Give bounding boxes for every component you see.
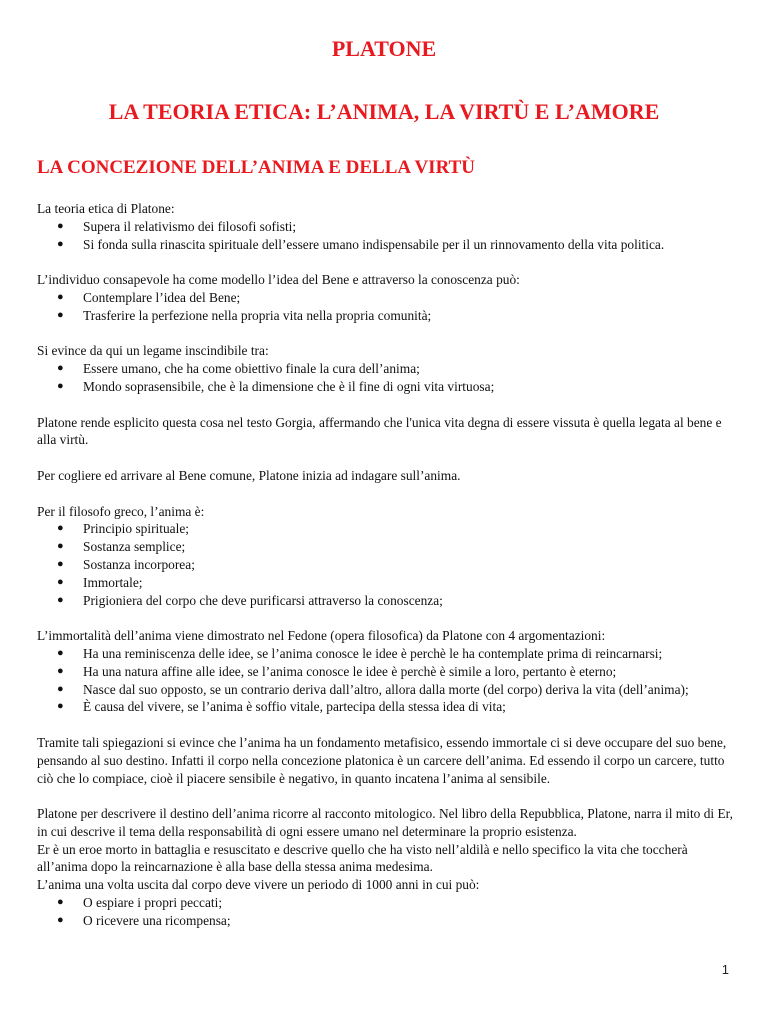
list-item: ● Ha una reminiscenza delle idee, se l’anima conosce le idee è perchè le ha contemplate prima di reincarnarsi; — [57, 645, 663, 661]
paragraph: L’individuo consapevole ha come modello l’idea del Bene e attraverso la conoscenza può: — [37, 272, 520, 288]
bullet-icon: ● — [57, 290, 64, 303]
paragraph: Er è un eroe morto in battaglia e resuscitato e descrive quello che ha visto nell’aldilà e nello specifico la vita che toccherà all’anima dopo la reincarnazione è alla base della stessa anima medesima. — [37, 841, 688, 875]
list-item: ● Immortale; — [57, 574, 143, 590]
paragraph: Si evince da qui un legame inscindibile tra: — [37, 343, 269, 359]
page-subtitle: LA TEORIA ETICA: L’ANIMA, LA VIRTÙ E L’AMORE — [108, 99, 660, 124]
bullet-icon: ● — [57, 379, 64, 392]
bullet-icon: ● — [57, 664, 64, 677]
bullet-icon: ● — [57, 308, 64, 321]
list-item: ● Sostanza incorporea; — [57, 556, 195, 572]
list-item: ● Ha una natura affine alle idee, se l’anima conosce le idee è perchè è simile a loro, pertanto è eterno; — [57, 663, 617, 679]
paragraph: Per il filosofo greco, l’anima è: — [37, 503, 205, 519]
bullet-icon: ● — [57, 646, 64, 659]
bullet-icon: ● — [57, 219, 64, 232]
paragraph: L’immortalità dell’anima viene dimostrato nel Fedone (opera filosofica) da Platone con 4 argomentazioni: — [37, 628, 606, 644]
list-item: ● Sostanza semplice; — [57, 539, 186, 555]
paragraph: L’anima una volta uscita dal corpo deve vivere un periodo di 1000 anni in cui può: — [37, 877, 480, 893]
bullet-list — [37, 289, 737, 325]
paragraph: Tramite tali spiegazioni si evince che l’anima ha un fondamento metafisico, essendo immortale ci si deve occupare del suo bene, pensando al suo destino. Infatti il corpo nella concezione platonica è un carcere dell’anima. Ed essendo il corpo un carcere, tutto ciò che lo compiace, cioè il piacere sensibile è negativo, in quanto incatena l’anima al sensibile. — [37, 734, 727, 786]
paragraph: Per cogliere ed arrivare al Bene comune, Platone inizia ad indagare sull’anima. — [37, 467, 461, 483]
document-body — [37, 200, 737, 930]
section-heading: LA CONCEZIONE DELL’ANIMA E DELLA VIRTÙ — [37, 157, 476, 178]
list-item: ● È causa del vivere, se l’anima è soffio vitale, partecipa della stessa idea di vita; — [57, 699, 506, 715]
bullet-icon: ● — [57, 700, 64, 713]
bullet-icon: ● — [57, 682, 64, 695]
bullet-icon: ● — [57, 237, 64, 250]
paragraph: La teoria etica di Platone: — [37, 201, 175, 216]
bullet-icon: ● — [57, 593, 64, 606]
bullet-list — [37, 520, 737, 609]
list-item: ● O ricevere una ricompensa; — [57, 912, 231, 928]
list-item: ● Nasce dal suo opposto, se un contrario deriva dall’altro, allora dalla morte (del corpo) deriva la vita (dell’anima); — [57, 681, 689, 697]
bullet-icon: ● — [57, 522, 64, 535]
page-number: 1 — [721, 962, 729, 977]
list-item: ● Prigioniera del corpo che deve purificarsi attraverso la conoscenza; — [57, 592, 443, 608]
list-item: ● Principio spirituale; — [57, 521, 189, 537]
bullet-icon: ● — [57, 540, 64, 553]
bullet-list — [37, 645, 737, 716]
list-item: ● Contemplare l’idea del Bene; — [57, 289, 241, 305]
list-item: ● Trasferire la perfezione nella propria vita nella propria comunità; — [57, 307, 432, 323]
bullet-list — [37, 360, 737, 396]
bullet-list — [37, 894, 737, 930]
bullet-icon: ● — [57, 896, 64, 909]
page-title: PLATONE — [331, 36, 437, 61]
paragraph: Platone rende esplicito questa cosa nel testo Gorgia, affermando che l'unica vita degna di essere vissuta è quella legata al bene e alla virtù. — [37, 414, 722, 448]
bullet-icon: ● — [57, 362, 64, 375]
list-item: ● Supera il relativismo dei filosofi sofisti; — [57, 218, 297, 234]
list-item: ● Mondo soprasensibile, che è la dimensione che è il fine di ogni vita virtuosa; — [57, 378, 495, 394]
bullet-icon: ● — [57, 557, 64, 570]
list-item: ● O espiare i propri peccati; — [57, 895, 223, 911]
bullet-icon: ● — [57, 913, 64, 926]
list-item: ● Essere umano, che ha come obiettivo finale la cura dell’anima; — [57, 361, 420, 377]
list-item: ● Si fonda sulla rinascita spirituale dell’essere umano indispensabile per il un rinnovamento della vita politica. — [57, 236, 665, 252]
paragraph: Platone per descrivere il destino dell’anima ricorre al racconto mitologico. Nel libro della Repubblica, Platone, narra il mito di Er, in cui descrive il tema della responsabilità di ogni essere umano nel determinare la proprio esistenza. — [37, 806, 733, 839]
bullet-icon: ● — [57, 575, 64, 588]
bullet-list — [37, 218, 737, 254]
